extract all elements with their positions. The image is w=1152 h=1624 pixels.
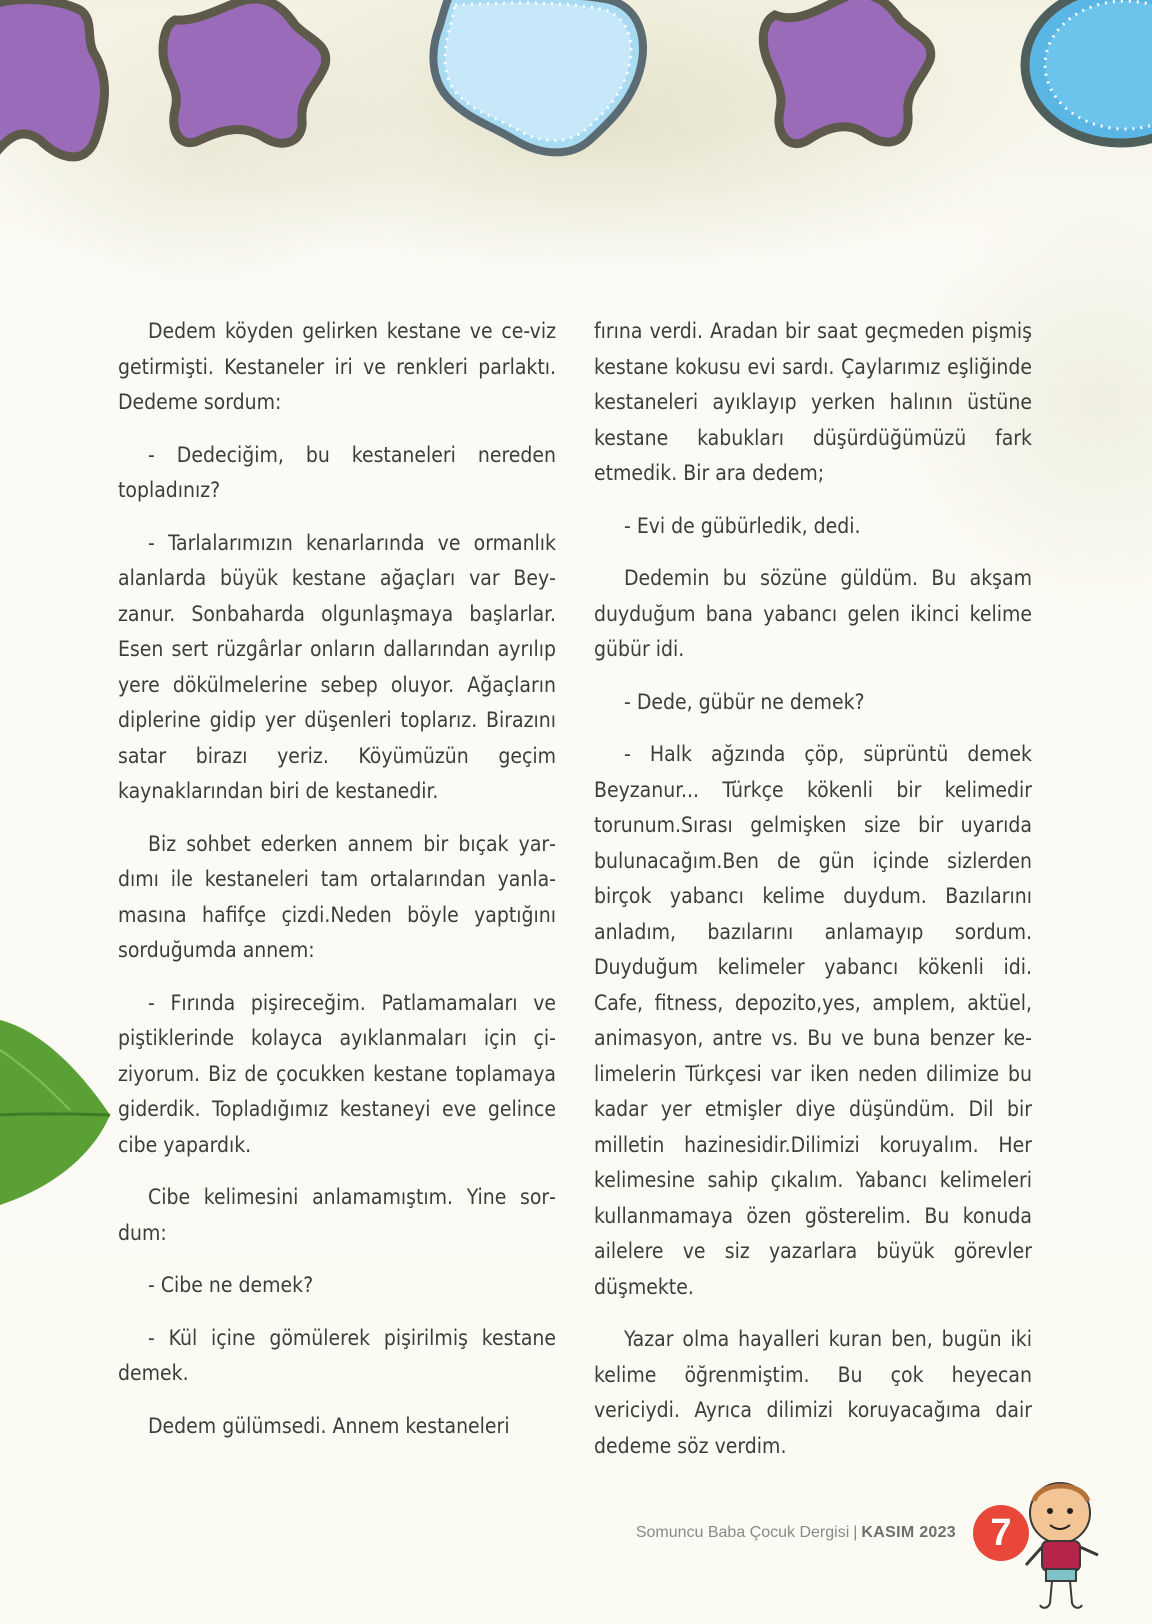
article-paragraph: - Dedeciğim, bu kestaneleri nereden topladınız?	[118, 442, 556, 502]
article-right-column	[594, 314, 1032, 1481]
article-paragraph: - Cibe ne demek?	[148, 1273, 314, 1297]
leaf-icon	[0, 1010, 130, 1210]
article-paragraph: Biz sohbet ederken annem bir bıçak yardımı ile kestaneleri tam ortalarından yanlamasına hafifçe çizdi.Neden böyle yaptığını sorduğumda annem:	[118, 831, 556, 962]
child-mascot-icon	[1020, 1475, 1115, 1615]
swimming-pool-icon	[1025, 0, 1152, 143]
starfish-icon	[163, 0, 326, 143]
article-paragraph: - Dede, gübür ne demek?	[624, 689, 865, 714]
article-paragraph: - Kül içine gömülerek pişirilmiş kestane demek.	[118, 1325, 556, 1385]
article-left-column	[118, 314, 556, 1461]
article-paragraph: - Fırında pişireceğim. Patlamamaları ve piştiklerinde kolayca ayıklanmaları için çiziyorum. Biz de çocukken kestane toplamaya giderdik. Topladığımız kestaneyi eve gelince cibe yapardık.	[118, 990, 556, 1157]
magazine-name: Somuncu Baba Çocuk Dergisi	[635, 1524, 850, 1541]
article-paragraph: Dedemin bu sözüne güldüm. Bu akşam duyduğum bana yabancı gelen ikinci kelime gübür idi.	[594, 566, 1032, 661]
starfish-icon	[0, 0, 104, 160]
article-paragraph: - Halk ağzında çöp, süprüntü demek Beyzanur... Türkçe kökenli bir kelimedir torunum.Sırası gelmişken size bir uyarıda bulunacağım.Ben de gün içinde sizlerden birçok yabancı kelime duydum. Bazılarını anladım, bazılarını anlamayıp sordum. Duyduğum kelimeler yabancı kökenli idi. Cafe, fitness, depozito,yes, amplem, aktüel, animasyon, antre vs. Bu ve buna benzer kelimelerin Türkçesi var iken neden dilimize bu kadar yer etmişler diye düşündüm. Dil bir milletin hazinesidir.Dilimizi koruyalım. Her kelimesine sahip çıkalım. Yabancı kelimeleri kullanmamaya özen gösterelim. Bu konuda ailelere ve siz yazarlara büyük görevler düşmekte.	[594, 742, 1032, 1299]
article-paragraph: - Evi de gübürledik, dedi.	[624, 513, 861, 538]
swimming-pool-icon	[433, 0, 642, 152]
issue-date: KASIM 2023	[861, 1524, 956, 1541]
article-paragraph: Dedem gülümsedi. Annem kestaneleri	[148, 1413, 510, 1438]
page-footer	[560, 1524, 956, 1542]
article-paragraph: Yazar olma hayalleri kuran ben, bugün iki kelime öğrenmiştim. Bu çok heyecan vericiydi. Ayrıca dilimizi koruyacağıma dair dedeme söz verdim.	[594, 1327, 1032, 1458]
article-paragraph: Dedem köyden gelirken kestane ve ce-viz getirmişti. Kestaneler iri ve renkleri parlaktı. Dedeme sordum:	[118, 319, 556, 414]
article-paragraph: fırına verdi. Aradan bir saat geçmeden pişmiş kestane kokusu evi sardı. Çaylarımız eşliğinde kestaneleri ayıklayıp yerken halının üstüne kestane kabukları düşürdüğümüzü fark etmedik. Bir ara dedem;	[594, 319, 1032, 485]
article-paragraph: - Tarlalarımızın kenarlarında ve ormanlık alanlarda büyük kestane ağaçları var Beyzanur. Sonbaharda olgunlaşmaya başlarlar. Esen sert rüzgârlar onların dallarından ayrılıp yere dökülmelerine sebep oluyor. Ağaçların diplerine gidip yer düşenleri toplarız. Birazını satar birazı yeriz. Köyümüzün geçim kaynaklarından biri de kestanedir.	[118, 530, 556, 803]
page-number-badge: 7	[973, 1505, 1029, 1561]
header-decoration	[0, 0, 1152, 200]
starfish-icon	[763, 0, 931, 144]
footer-separator: |	[853, 1524, 858, 1541]
article-paragraph: Cibe kelimesini anlamamıştım. Yine sordum:	[118, 1185, 556, 1245]
